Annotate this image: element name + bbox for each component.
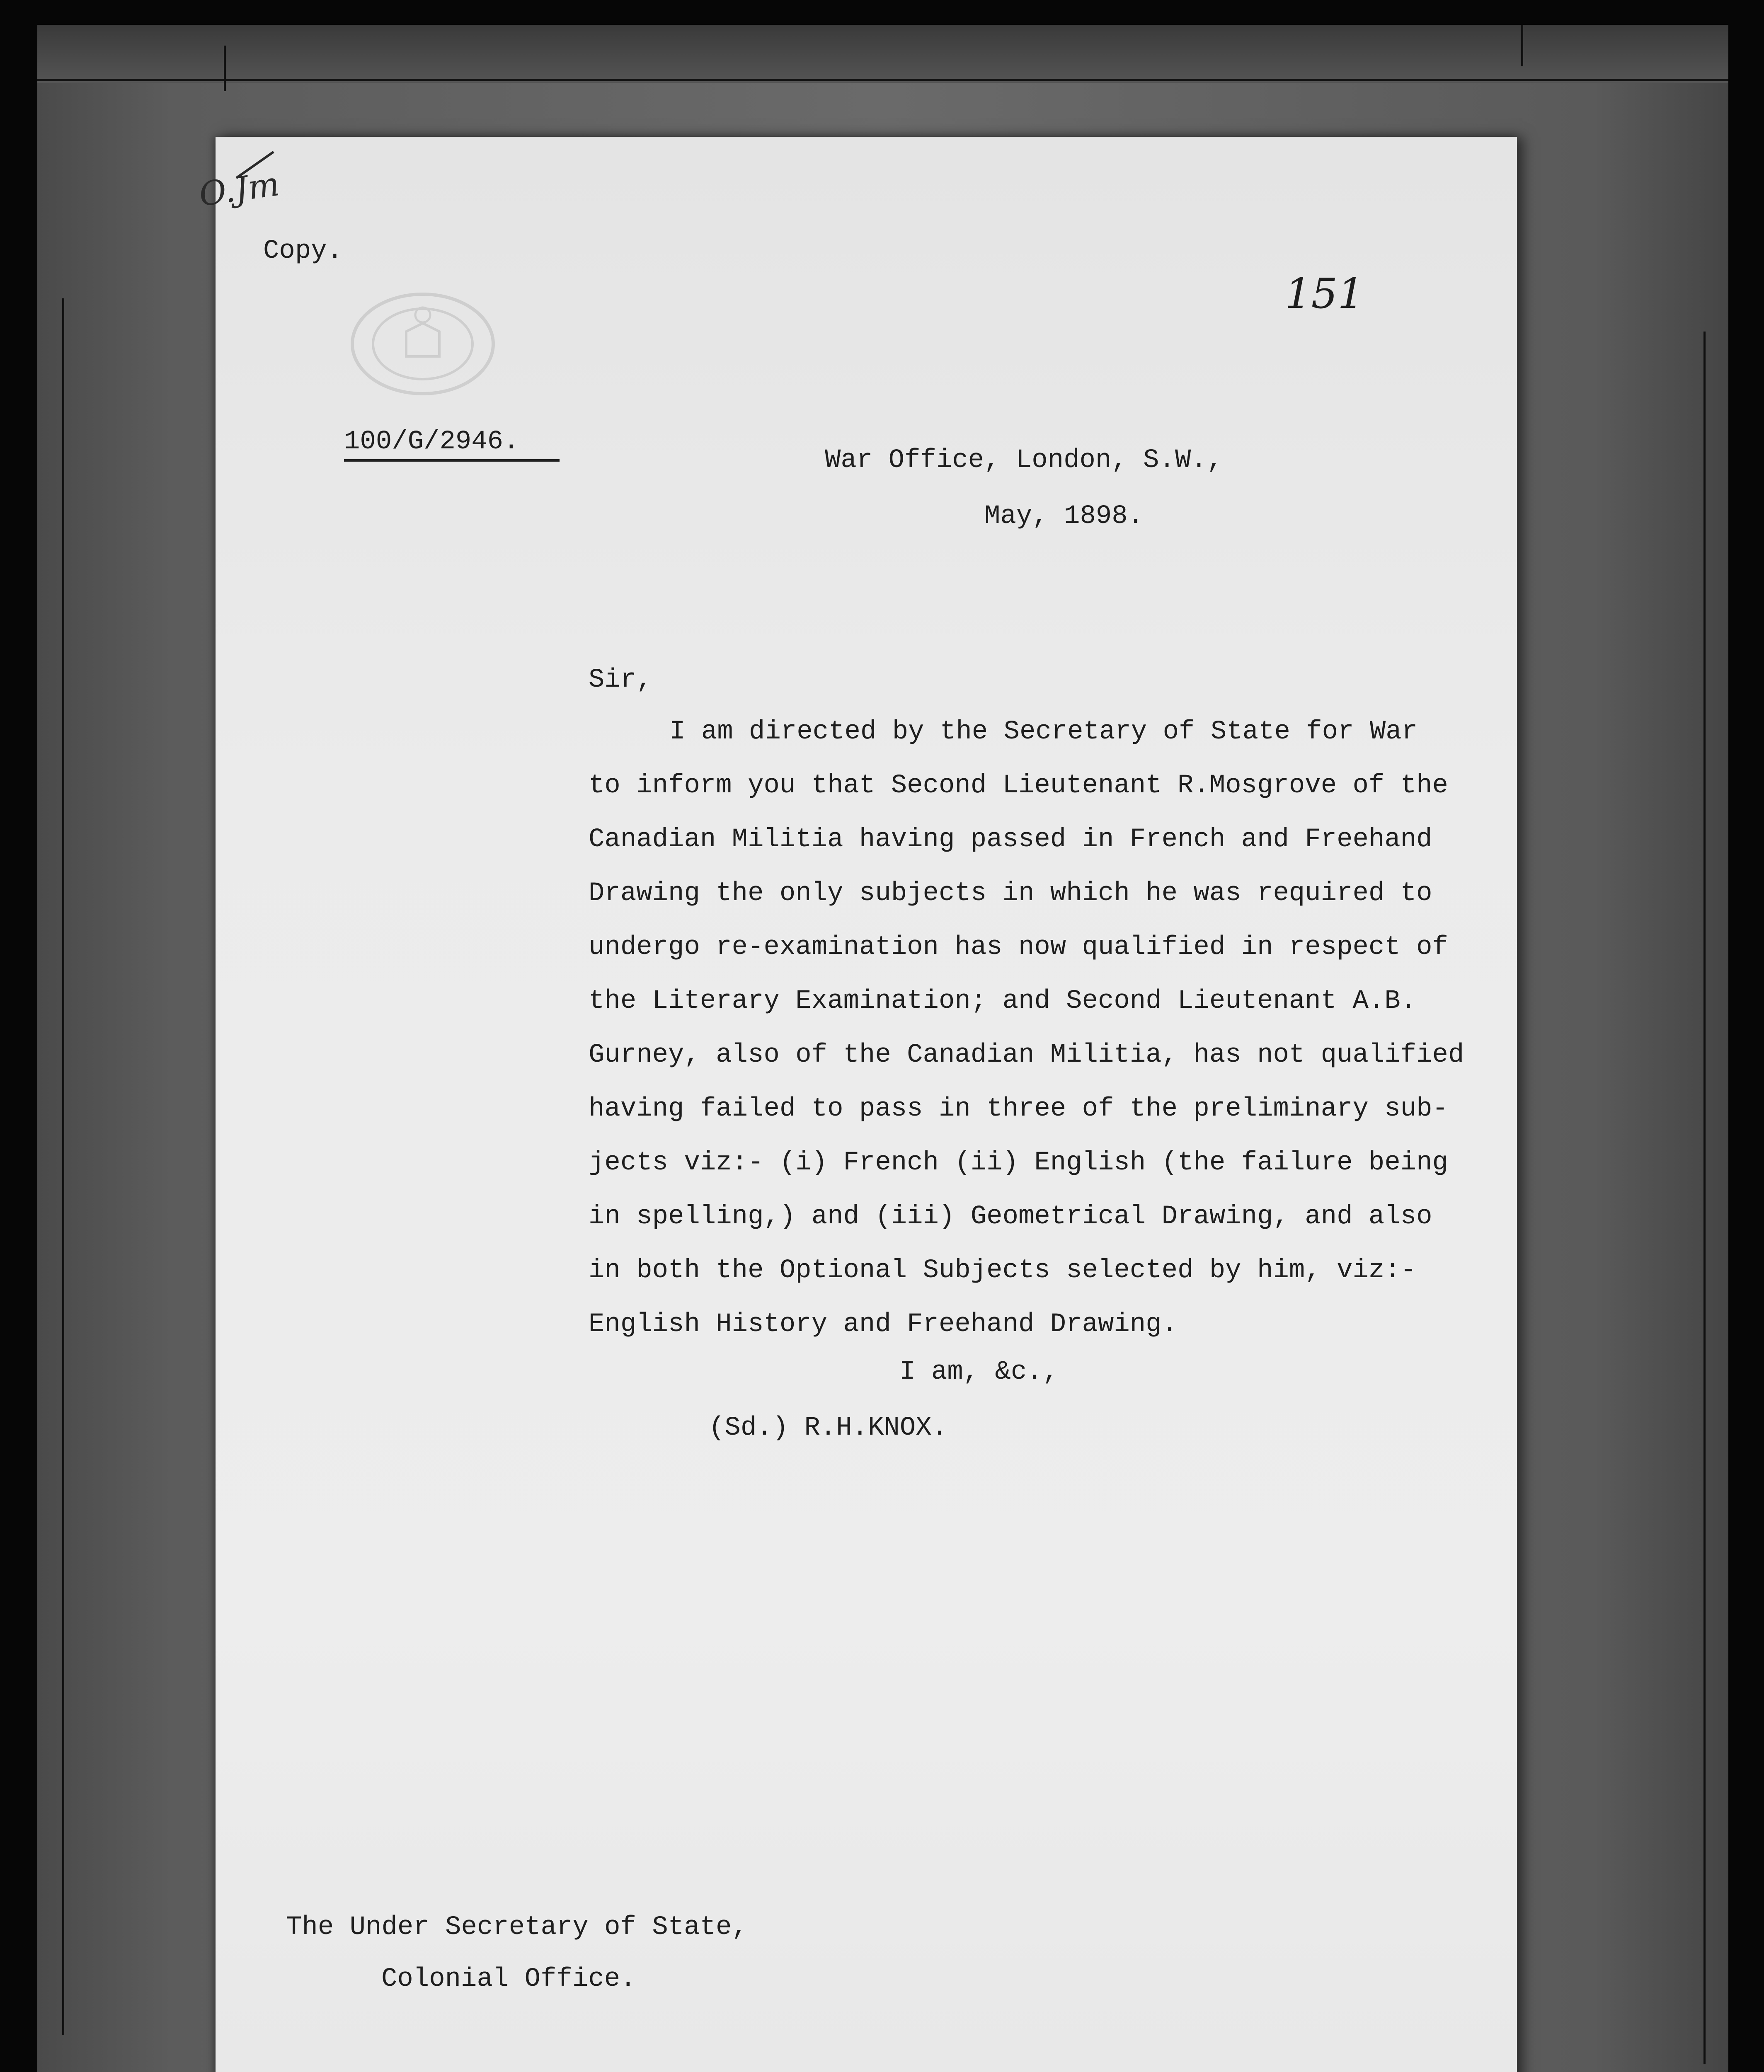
signature: (Sd.) R.H.KNOX. (709, 1413, 948, 1443)
handwritten-initials: O.Jm (196, 164, 282, 214)
body-line: Drawing the only subjects in which he was required to (589, 879, 1432, 908)
body-line: in both the Optional Subjects selected by him, viz:- (589, 1256, 1417, 1285)
closing: I am, &c., (899, 1357, 1059, 1387)
seal-icon (348, 290, 497, 398)
body-line: to inform you that Second Lieutenant R.Mosgrove of the (589, 771, 1448, 801)
body-line: undergo re-examination has now qualified in respect of (589, 932, 1448, 962)
recipient-office: Colonial Office. (381, 1964, 636, 1994)
recipient-title: The Under Secretary of State, (286, 1912, 748, 1942)
reference-number: 100/G/2946. (344, 427, 519, 457)
body-line: I am directed by the Secretary of State for War (669, 717, 1418, 747)
copy-label: Copy. (263, 236, 343, 266)
sender-address: War Office, London, S.W., (825, 445, 1223, 475)
body-line: jects viz:- (i) French (ii) English (the failure being (589, 1148, 1448, 1178)
body-line: Gurney, also of the Canadian Militia, has not qualified (589, 1040, 1464, 1070)
body-line: Canadian Militia having passed in French and Freehand (589, 825, 1432, 854)
body-line: having failed to pass in three of the preliminary sub- (589, 1094, 1448, 1124)
reference-underline (344, 459, 560, 462)
body-line: English History and Freehand Drawing. (589, 1310, 1178, 1339)
salutation: Sir, (589, 665, 652, 695)
letter-date: May, 1898. (984, 501, 1144, 531)
body-line: the Literary Examination; and Second Lieutenant A.B. (589, 986, 1417, 1016)
body-line: in spelling,) and (iii) Geometrical Drawing, and also (589, 1202, 1432, 1232)
folio-number: 151 (1285, 269, 1364, 318)
